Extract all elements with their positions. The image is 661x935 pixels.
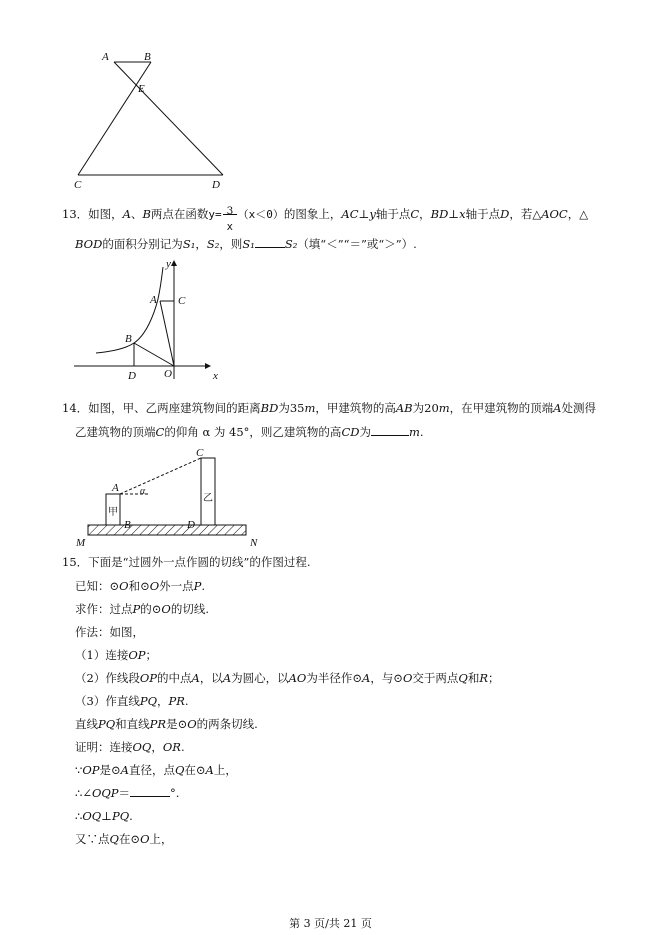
q13-line1 [62, 200, 589, 233]
q15-var: A [120, 763, 129, 777]
fraction-denominator: x [226, 221, 233, 233]
q15-method [75, 624, 144, 640]
q14-point-C: C [155, 425, 165, 439]
q15-var: OP [82, 763, 100, 777]
q15-text: 的切线. [170, 602, 209, 616]
q15-text: 上， [213, 763, 237, 777]
q13-aoc: AOC [541, 207, 568, 221]
q13-bod: BOD [75, 237, 103, 251]
figure-q14-buildings [70, 443, 260, 551]
q15-text: ， [157, 694, 169, 708]
q15-var: O [402, 671, 413, 685]
q13-text: 、 [130, 207, 143, 221]
q13-text: ，则 [219, 237, 243, 251]
q15-text: ∴ [75, 809, 83, 823]
q14-value-35: 35 [289, 401, 305, 415]
q13-point-C: C [410, 207, 420, 221]
q15-var: R [479, 671, 488, 685]
q13-text: 轴于点 [465, 207, 501, 221]
q15-text: 作法：如图， [75, 625, 144, 639]
q15-text: ∵ [75, 763, 83, 777]
q15-text: . [180, 740, 185, 754]
q15-var: O [140, 832, 150, 846]
q15-text: . [129, 809, 133, 823]
q15-text: °. [170, 786, 180, 800]
q14-text: 处测得 [561, 401, 596, 415]
label-alpha: α [140, 486, 146, 497]
q13-text: 的图象上， [283, 207, 342, 221]
page-number: 第 3 页/共 21 页 [289, 917, 372, 930]
q14-ab: AB [395, 401, 413, 415]
q13-function: y= [208, 208, 222, 221]
q15-answer-blank[interactable] [130, 785, 170, 797]
q15-text: 又∵点 [75, 832, 110, 846]
q13-text: ，若△ [509, 207, 542, 221]
q15-known [75, 578, 205, 594]
label-A: A [102, 51, 109, 63]
q15-var: PR [149, 717, 167, 731]
q15-text: 的两条切线. [196, 717, 258, 731]
q13-ac-perp: AC⊥y [341, 207, 376, 221]
q15-title [62, 554, 311, 570]
q15-var: AO [288, 671, 307, 685]
q15-var: PQ [139, 694, 157, 708]
q13-text: ， [195, 237, 207, 251]
label-B: B [124, 519, 131, 531]
label-A: A [150, 294, 157, 306]
q14-text: 14．如图，甲、乙两座建筑物间的距离 [62, 401, 261, 415]
q14-text: 乙建筑物的顶端 [75, 425, 156, 439]
q13-s2b: S₂ [284, 237, 298, 251]
q15-text: 求作：过点 [75, 602, 133, 616]
q15-therefore1 [75, 785, 179, 801]
q15-step3 [75, 693, 189, 709]
q13-text: 13．如图， [62, 207, 123, 221]
q15-text: 直径，点 [128, 763, 175, 777]
q14-cd: CD [341, 425, 360, 439]
q14-unit-m: m [304, 401, 316, 415]
q15-var: Q [458, 671, 468, 685]
label-C: C [196, 447, 204, 459]
figure-q13-graph [70, 255, 240, 385]
q14-bd: BD [260, 401, 279, 415]
q13-text: 轴于点 [375, 207, 411, 221]
q15-text: 在⊙ [118, 832, 141, 846]
q13-s2: S₂ [206, 237, 220, 251]
label-O: O [164, 368, 172, 380]
label-y: y [166, 258, 171, 270]
q15-text: 为半径作⊙ [306, 671, 362, 685]
label-B: B [125, 333, 132, 345]
q15-var: A [205, 763, 214, 777]
q15-var: OQ⊥PQ [82, 809, 130, 823]
q14-text: 为 [278, 401, 290, 415]
q15-var: OQP [91, 786, 119, 800]
q15-text: 的⊙ [140, 602, 162, 616]
label-A: A [112, 482, 119, 494]
q15-var: P [132, 602, 141, 616]
q15-text: . [201, 579, 206, 593]
label-C: C [74, 179, 82, 191]
label-D: D [128, 370, 136, 382]
q15-text: ，与⊙ [370, 671, 403, 685]
q14-text: ，在甲建筑物的顶端 [449, 401, 554, 415]
q14-line2 [75, 424, 424, 440]
q15-conclusion [75, 716, 258, 732]
q15-step2 [75, 670, 500, 686]
q14-unit-m: m [408, 425, 420, 439]
q15-text: 交于两点 [412, 671, 459, 685]
q15-title-text: 15．下面是“过圆外一点作圆的切线”的作图过程. [62, 555, 311, 569]
label-B: B [144, 51, 151, 63]
page-footer [0, 915, 661, 931]
q15-var: A [222, 671, 232, 685]
q15-text: ； [488, 671, 500, 685]
q14-line1 [62, 400, 596, 416]
label-N: N [250, 537, 258, 549]
q14-value-20: 20 [424, 401, 439, 415]
q15-text: ∴∠ [75, 786, 92, 800]
q15-var: O [119, 579, 129, 593]
label-D: D [187, 519, 195, 531]
q15-text: 已知：⊙ [75, 579, 120, 593]
q15-text: ，以 [199, 671, 223, 685]
q15-var: PQ [98, 717, 116, 731]
q13-text: ，△ [567, 207, 589, 221]
q13-answer-blank[interactable] [255, 236, 285, 248]
q14-unit-m: m [438, 401, 450, 415]
q15-because1 [75, 762, 237, 778]
q15-text: ， [151, 740, 163, 754]
q15-var: A [191, 671, 200, 685]
q15-var: O [187, 717, 197, 731]
q15-text: 是⊙ [166, 717, 188, 731]
label-x: x [213, 370, 218, 382]
q14-text: 的仰角 α 为 45°，则乙建筑物的高 [164, 425, 342, 439]
q13-condition: （x＜0） [237, 208, 284, 221]
q15-text: 和⊙ [128, 579, 150, 593]
fraction-numerator: 3 [226, 205, 234, 217]
q15-var: A [362, 671, 371, 685]
q15-var: O [149, 579, 160, 593]
q15-text: 外一点 [159, 579, 194, 593]
q13-point-B: B [142, 207, 151, 221]
q14-text: 为 [359, 425, 371, 439]
q15-text: （2）作线段 [75, 671, 140, 685]
q13-text: ， [419, 207, 431, 221]
q15-therefore2 [75, 808, 133, 824]
q15-proof [75, 739, 185, 755]
label-M: M [76, 537, 86, 549]
q15-text: 为圆心，以 [231, 671, 289, 685]
q15-text: 证明：连接 [75, 740, 133, 754]
q15-text: 上， [149, 832, 173, 846]
q15-text: 在⊙ [184, 763, 206, 777]
q15-var: OR [162, 740, 181, 754]
q15-text: 是⊙ [99, 763, 121, 777]
q13-text: （填“＜”“＝”或“＞”）. [297, 237, 417, 251]
q15-var: OP [139, 671, 157, 685]
q13-fraction [222, 200, 238, 233]
q13-s1: S₁ [182, 237, 196, 251]
q15-text: 和直线 [115, 717, 150, 731]
q15-text: （1）连接 [75, 648, 129, 662]
q14-answer-blank[interactable] [371, 424, 409, 436]
q14-text: 为 [412, 401, 425, 415]
figure-triangles [70, 45, 240, 195]
q15-var: P [193, 579, 202, 593]
q15-text: ； [145, 648, 157, 662]
q15-text: . [184, 694, 189, 708]
label-D: D [212, 179, 220, 191]
q14-point-A: A [553, 401, 562, 415]
q15-text: （3）作直线 [75, 694, 140, 708]
q15-text: 直线 [75, 717, 98, 731]
q15-text: 和 [467, 671, 480, 685]
q13-point-D: D [500, 207, 510, 221]
q13-text: 两点在函数 [150, 207, 209, 221]
label-jia: 甲 [108, 507, 118, 518]
q15-text: ＝ [118, 786, 131, 800]
q15-text: 的中点 [157, 671, 192, 685]
q15-var: Q [109, 832, 119, 846]
q13-s1b: S₁ [242, 237, 255, 251]
q13-bd-perp: BD⊥x [430, 207, 466, 221]
label-yi: 乙 [203, 493, 213, 504]
label-C: C [178, 295, 186, 307]
q14-text: . [419, 425, 424, 439]
q13-point-A: A [122, 207, 131, 221]
q15-var: PR [168, 694, 185, 708]
q15-step1 [75, 647, 157, 663]
q15-var: Q [174, 763, 185, 777]
q14-text: ，甲建筑物的高 [315, 401, 396, 415]
label-E: E [138, 83, 145, 95]
q13-line2 [75, 236, 417, 252]
q15-var: OP [128, 648, 146, 662]
q15-requirement [75, 601, 209, 617]
q15-var: O [161, 602, 171, 616]
q15-var: OQ [132, 740, 152, 754]
q15-also [75, 831, 173, 847]
q13-text: 的面积分别记为 [102, 237, 183, 251]
